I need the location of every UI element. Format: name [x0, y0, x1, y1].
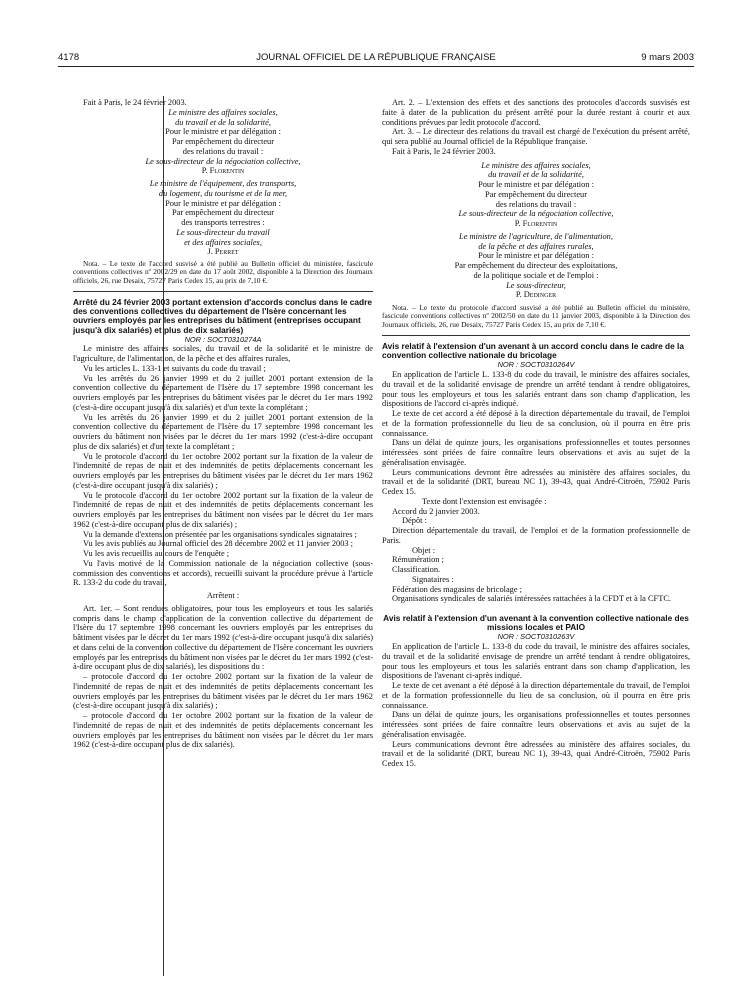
paragraph: Vu la demande d'extension présentée par les organisations syndicales signataires ;: [83, 529, 357, 539]
signature-block: [382, 161, 690, 229]
sig-line: Le ministre des affaires sociales,: [168, 107, 278, 117]
article-2: Art. 2. – L'extension des effets et des sanctions des protocoles d'accords susvisés est faite à dater de la publication du présent arrêté pour la durée restant à courir et aux conditions prévues par ledit protocole d'accord.: [382, 98, 690, 127]
arrete-title: Arrêté du 24 février 2003 portant extension d'accords conclus dans le cadre des conventions collectives du département de l'Isère concernant les ouvriers employés par les entreprises du bâtiment (entreprises occupant jusqu'à dix salariés) et plus de dix salariés): [73, 296, 372, 335]
list-item: – protocole d'accord du 1er octobre 2002 portant sur la fixation de la valeur de l'indemnité de repas de nuit et des indemnités de petits déplacements concernant les ouvriers employés par les entreprises du bâtiment visées par le décret du 1er mars 1962 (c'est-à-dire occupant jusqu'à dix salariés) ;: [73, 672, 373, 711]
sig-line: Pour le ministre et par délégation :: [478, 180, 594, 189]
paragraph: Vu les articles L. 133-1 et suivants du code du travail ;: [83, 363, 266, 373]
sig-line: des relations du travail :: [495, 199, 577, 209]
paragraph: Direction départementale du travail, de l'emploi et de la formation professionnelle de Paris.: [382, 526, 690, 545]
paragraph: Dépôt :: [402, 516, 427, 526]
nota: Nota. – Le texte de l'accord susvisé a été publié au Bulletin officiel du ministère, fascicule conventions collectives nº 2002/29 en date du 17 août 2002, disponible à la Direction des Journaux officiels, 26, rue Desaix, 75727 Paris Cedex 15, au prix de 7,10 €.: [73, 259, 373, 285]
article-1: Art. 1er. – Sont rendues obligatoires, pour tous les employeurs et tous les salariés compris dans le champ d'application de la convention collective du département de l'Isère du 17 septembre 1998 concernant les ouvriers employés par les entreprises du bâtiment visées par le décret du 1er mars 1992 (c'est-à-dire occupant jusqu'à dix salariés) et dans celui de la convention collective du département de l'Isère concernant les ouvriers employés par les entreprises du bâtiment non visées par le décret du 1er mars 1992 (c'est-à-dire occupant plus de dix salariés), les dispositions du :: [73, 603, 373, 672]
paragraph: En application de l'article L. 133-8 du code du travail, le ministre des affaires sociales, du travail et de la solidarité envisage de prendre un arrêté tendant à rendre obligatoires, pour tous les employeurs et tous les salariés entrant dans son champ d'application, les dispositions de l'avenant ci-après indiqué.: [382, 642, 690, 681]
paragraph: Signataires :: [412, 574, 454, 584]
paragraph: Vu les arrêtés du 26 janvier 1999 et du 2 juillet 2001 portant extension de la convention collective du département de l'Isère du 17 septembre 1998 concernant les ouvriers employés par les entreprises du bâtiment visées par le décret du 1er mars 1992 (c'est-à-dire occupant jusqu'à dix salariés) et d'un texte la complétant ;: [73, 373, 373, 412]
sig-line: des transports terrestres :: [181, 218, 265, 227]
sig-line: de la pêche et des affaires rurales,: [478, 241, 594, 251]
page-header: [58, 52, 694, 66]
signature-block: [73, 108, 373, 176]
paragraph: Accord du 2 janvier 2003.: [392, 506, 480, 516]
paragraph: Dans un délai de quinze jours, les organisations professionnelles et toutes personnes intéressées sont priées de faire connaître leurs observations et avis au sujet de la généralisation envisagée.: [382, 710, 690, 739]
sig-line: Le ministre de l'agriculture, de l'alimentation,: [459, 231, 613, 241]
avis-title: Avis relatif à l'extension d'un avenant à un accord conclu dans le cadre de la convention collective nationale du bricolage: [382, 340, 684, 361]
paragraph: Vu le protocole d'accord du 1er octobre 2002 portant sur la fixation de la valeur de l'indemnité de repas de nuit et des indemnités de petits déplacements concernant les ouvriers employés par les entreprises du bâtiment visées par le décret du 1er mars 1962 (c'est-à-dire occupant jusqu'à dix salariés) ;: [73, 451, 373, 490]
paragraph: Vu les avis publiés au Journal officiel des 28 décembre 2002 et 11 janvier 2003 ;: [83, 539, 353, 549]
avis-title: Avis relatif à l'extension d'un avenant à la convention collective nationale des missions locales et PAIO: [383, 613, 689, 633]
paragraph: Vu les arrêtés du 26 janvier 1999 et du 2 juillet 2001 portant extension de la convention collective du département de l'Isère du 17 septembre 1998 concernant les ouvriers du bâtiment non visées par le décret du 1er mars 1992 (c'est-à-dire occupant plus de dix salariés) et d'un texte la complétant ;: [73, 412, 373, 451]
fait-a-paris: Fait à Paris, le 24 février 2003.: [392, 146, 496, 156]
nota: Nota. – Le texte du protocole d'accord susvisé a été publié au Bulletin officiel du ministère, fascicule conventions collectives nº 2002/50 en date du 11 janvier 2003, disponible à la Direction des Journaux officiels, 26, rue Desaix, 75727 Paris Cedex 15, au prix de 7,10 €.: [382, 303, 690, 329]
sig-line: Le ministre des affaires sociales,: [481, 160, 591, 170]
signature-block: [73, 179, 373, 257]
fait-a-paris: Fait à Paris, le 24 février 2003.: [83, 98, 187, 107]
sig-line: Pour le ministre et par délégation :: [478, 251, 594, 261]
paragraph: Le ministre des affaires sociales, du travail et de la solidarité et le ministre de l'agriculture, de l'alimentation, de la pêche et des affaires rurales,: [73, 344, 373, 364]
left-column: [73, 98, 373, 750]
section-divider: [73, 291, 373, 292]
paragraph: Leurs communications devront être adressées au ministère des affaires sociales, du travail et de la solidarité (DRT, bureau NC 1), 39-43, quai André-Citroën, 75902 Paris Cedex 15.: [382, 467, 690, 497]
journal-title: JOURNAL OFFICIEL DE LA RÉPUBLIQUE FRANÇAISE: [256, 52, 496, 63]
paragraph: Organisations syndicales de salariés intéressées rattachées à la CFDT et à la CFTC.: [392, 594, 672, 604]
sig-line: Par empêchement du directeur des exploitations,: [454, 261, 618, 270]
signature-block: [382, 232, 690, 300]
signatory-name: J. Perret: [207, 247, 239, 257]
paragraph: Fédération des magasins de bricolage ;: [392, 584, 523, 594]
sig-line: Le ministre de l'équipement, des transports,: [149, 179, 297, 188]
sig-line: Par empêchement du directeur: [484, 189, 588, 199]
sig-line: du travail et de la solidarité,: [488, 170, 584, 180]
article-3: Art. 3. – Le directeur des relations du travail est chargé de l'exécution du présent arrêté, qui sera publié au Journal officiel de la République française.: [382, 127, 690, 146]
paragraph: Vu les avis recueillis au cours de l'enquête ;: [83, 549, 230, 559]
signatory-name: P. Florentin: [514, 219, 558, 228]
paragraph: Rémunération ;: [392, 555, 444, 565]
right-column: [382, 98, 690, 769]
sig-line: Le sous-directeur du travail: [176, 227, 270, 237]
paragraph: Le texte de cet avenant a été déposé à la direction départementale du travail, de l'emploi et de la formation professionnelle du lieu de sa conclusion, où il pourra en être pris connaissance.: [382, 681, 690, 710]
paragraph: Objet :: [412, 545, 436, 555]
signatory-name: P. Dedinger: [515, 290, 557, 300]
sig-line: Pour le ministre et par délégation :: [165, 198, 281, 208]
sig-line: Pour le ministre et par délégation :: [165, 127, 281, 137]
list-item: – protocole d'accord du 1er octobre 2002 portant sur la fixation de la valeur de l'indemnité de repas de nuit et des indemnités de petits déplacements concernant les ouvriers employés par les entreprises du bâtiment non visées par le décret du 1er mars 1962 (c'est-à-dire occupant plus de dix salariés).: [73, 711, 373, 750]
header-rule: [58, 66, 694, 67]
sig-line: du logement, du tourisme et de la mer,: [158, 188, 288, 198]
page-number: 4178: [58, 52, 80, 63]
sig-line: de la politique sociale et de l'emploi :: [473, 270, 599, 280]
sig-line: du travail et de la solidarité,: [175, 117, 271, 127]
sig-line: Par empêchement du directeur: [171, 137, 275, 146]
signatory-name: P. Florentin: [201, 166, 245, 176]
sig-line: Le sous-directeur de la négociation collective,: [145, 156, 301, 166]
sig-line: et des affaires sociales,: [184, 237, 262, 247]
nor-code: NOR : SOCT0310264V: [497, 360, 575, 370]
arretent: Arrêtent :: [206, 591, 240, 601]
paragraph: Le texte de cet accord a été déposé à la direction départementale du travail, de l'emploi et de la formation professionnelle du lieu de sa conclusion, où il pourra en être pris connaissance.: [382, 409, 690, 438]
sig-line: Le sous-directeur de la négociation collective,: [458, 209, 614, 219]
issue-date: 9 mars 2003: [641, 52, 694, 63]
paragraph: En application de l'article L. 133-8 du code du travail, le ministre des affaires sociales, du travail et de la solidarité envisage de prendre un arrêté tendant à rendre obligatoires, pour tous les employeurs et tous les salariés entrant dans son champ d'application, les dispositions de l'accord ci-après indiqué.: [382, 370, 690, 409]
sig-line: des relations du travail :: [182, 146, 264, 156]
nor-code: NOR : SOCT0310274A: [184, 334, 262, 344]
paragraph: Vu l'avis motivé de la Commission nationale de la négociation collective (sous-commission des conventions et accords), recueilli suivant la procédure prévue à l'article R. 133-2 du code du travail,: [73, 558, 373, 588]
paragraph: Leurs communications devront être adressées au ministère des affaires sociales, du travail et de la solidarité (DRT, bureau NC 1), 39-43, quai André-Citroën, 75902 Paris Cedex 15.: [382, 739, 690, 769]
paragraph: Dans un délai de quinze jours, les organisations professionnelles et toutes personnes intéressées sont priées de faire connaître leurs observations et avis au sujet de la généralisation envisagée.: [382, 438, 690, 467]
paragraph: Texte dont l'extension est envisagée :: [422, 496, 547, 506]
paragraph: Vu le protocole d'accord du 1er octobre 2002 portant sur la fixation de la valeur de l'indemnité de repas de nuit et des indemnités de petits déplacements concernant les ouvriers employés par les entreprises du bâtiment non visées par le décret du 1er mars 1962 (c'est-à-dire occupant plus de dix salariés) ;: [73, 490, 373, 529]
sig-line: Le sous-directeur,: [506, 280, 566, 290]
paragraph: Classification.: [392, 565, 441, 575]
nor-code: NOR : SOCT0310263V: [497, 632, 575, 642]
sig-line: Par empêchement du directeur: [171, 208, 275, 218]
section-divider: [382, 335, 690, 336]
